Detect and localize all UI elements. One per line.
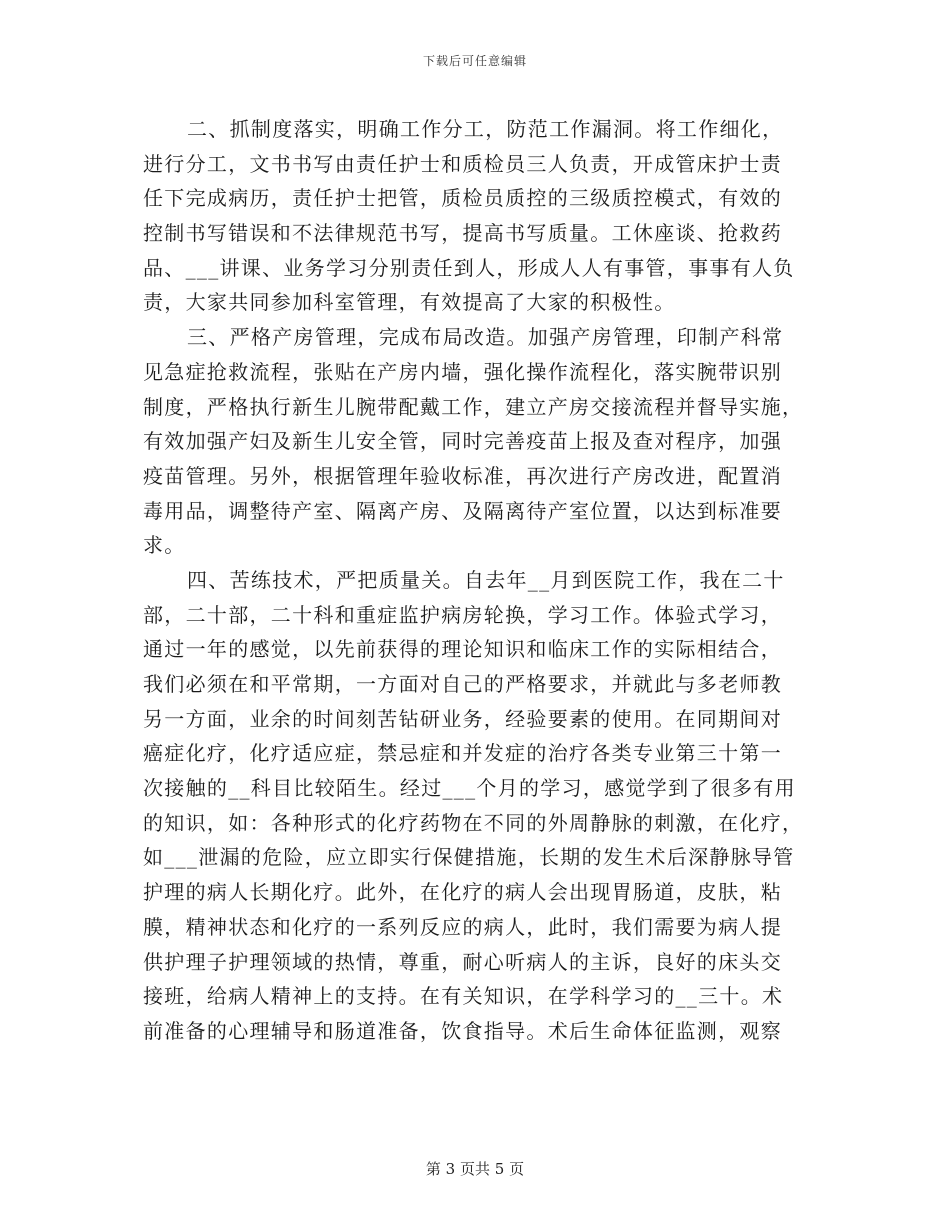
- text-line: 如___泄漏的危险，应立即实行保健措施，长期的发生术后深静脉导管: [143, 845, 795, 870]
- document-body: [143, 112, 803, 1049]
- page-header: 下载后可任意编辑: [422, 54, 527, 68]
- text-line: 任下完成病历，责任护士把管，质检员质控的三级质控模式，有效的: [143, 186, 782, 211]
- text-line: 毒用品，调整待产室、隔离产房、及隔离待产室位置，以达到标准要: [143, 498, 782, 523]
- text-line: 部，二十部，二十科和重症监护病房轮换，学习工作。体验式学习，: [143, 602, 782, 627]
- paragraph-3: [143, 320, 803, 563]
- text-line: 有效加强产妇及新生儿安全管，同时完善疫苗上报及查对程序，加强: [143, 429, 782, 454]
- text-line: 护理的病人长期化疗。此外，在化疗的病人会出现胃肠道，皮肤，粘: [143, 880, 782, 905]
- text-line: 次接触的__科目比较陌生。经过___个月的学习，感觉学到了很多有用: [143, 776, 796, 801]
- text-line: 另一方面，业余的时间刻苦钻研业务，经验要素的使用。在同期间对: [143, 706, 782, 731]
- text-line: 二、抓制度落实，明确工作分工，防范工作漏洞。将工作细化，: [187, 117, 784, 141]
- text-line: 的知识，如：各种形式的化疗药物在不同的外周静脉的刺激，在化疗，: [143, 810, 804, 835]
- text-line: 疫苗管理。另外，根据管理年验收标准，再次进行产房改进，配置消: [143, 463, 782, 488]
- text-line: 责，大家共同参加科室管理，有效提高了大家的积极性。: [143, 290, 676, 315]
- text-line: 癌症化疗，化疗适应症，禁忌症和并发症的治疗各类专业第三十第一: [143, 741, 782, 766]
- text-line: 进行分工，文书书写由责任护士和质检员三人负责，开成管床护士责: [143, 151, 782, 176]
- text-line: 四、苦练技术，严把质量关。自去年__月到医院工作，我在二十: [187, 567, 785, 592]
- text-line: 制度，严格执行新生儿腕带配戴工作，建立产房交接流程并督导实施，: [143, 394, 804, 419]
- text-line: 求。: [143, 533, 186, 558]
- text-line: 供护理子护理领域的热情，尊重，耐心听病人的主诉，良好的床头交: [143, 949, 782, 974]
- text-line: 三、严格产房管理，完成布局改造。加强产房管理，印制产科常: [187, 325, 784, 350]
- text-line: 品、___讲课、业务学习分别责任到人，形成人人有事管，事事有人负: [143, 255, 795, 280]
- paragraph-2: [143, 112, 803, 320]
- text-line: 膜，精神状态和化疗的一系列反应的病人，此时，我们需要为病人提: [143, 914, 782, 939]
- page-number: 第 3 页共 5 页: [425, 1160, 525, 1178]
- text-line: 见急症抢救流程，张贴在产房内墙，强化操作流程化，落实腕带识别: [143, 359, 782, 384]
- text-line: 控制书写错误和不法律规范书写，提高书写质量。工休座谈、抢救药: [143, 221, 782, 246]
- text-line: 前准备的心理辅导和肠道准备，饮食指导。术后生命体征监测，观察: [143, 1018, 782, 1043]
- text-line: 接班，给病人精神上的支持。在有关知识，在学科学习的__三十。术: [143, 984, 784, 1009]
- text-line: 我们必须在和平常期，一方面对自己的严格要求，并就此与多老师教: [143, 672, 782, 696]
- paragraph-4: [143, 563, 803, 1049]
- text-line: 通过一年的感觉，以先前获得的理论知识和临床工作的实际相结合，: [143, 637, 782, 662]
